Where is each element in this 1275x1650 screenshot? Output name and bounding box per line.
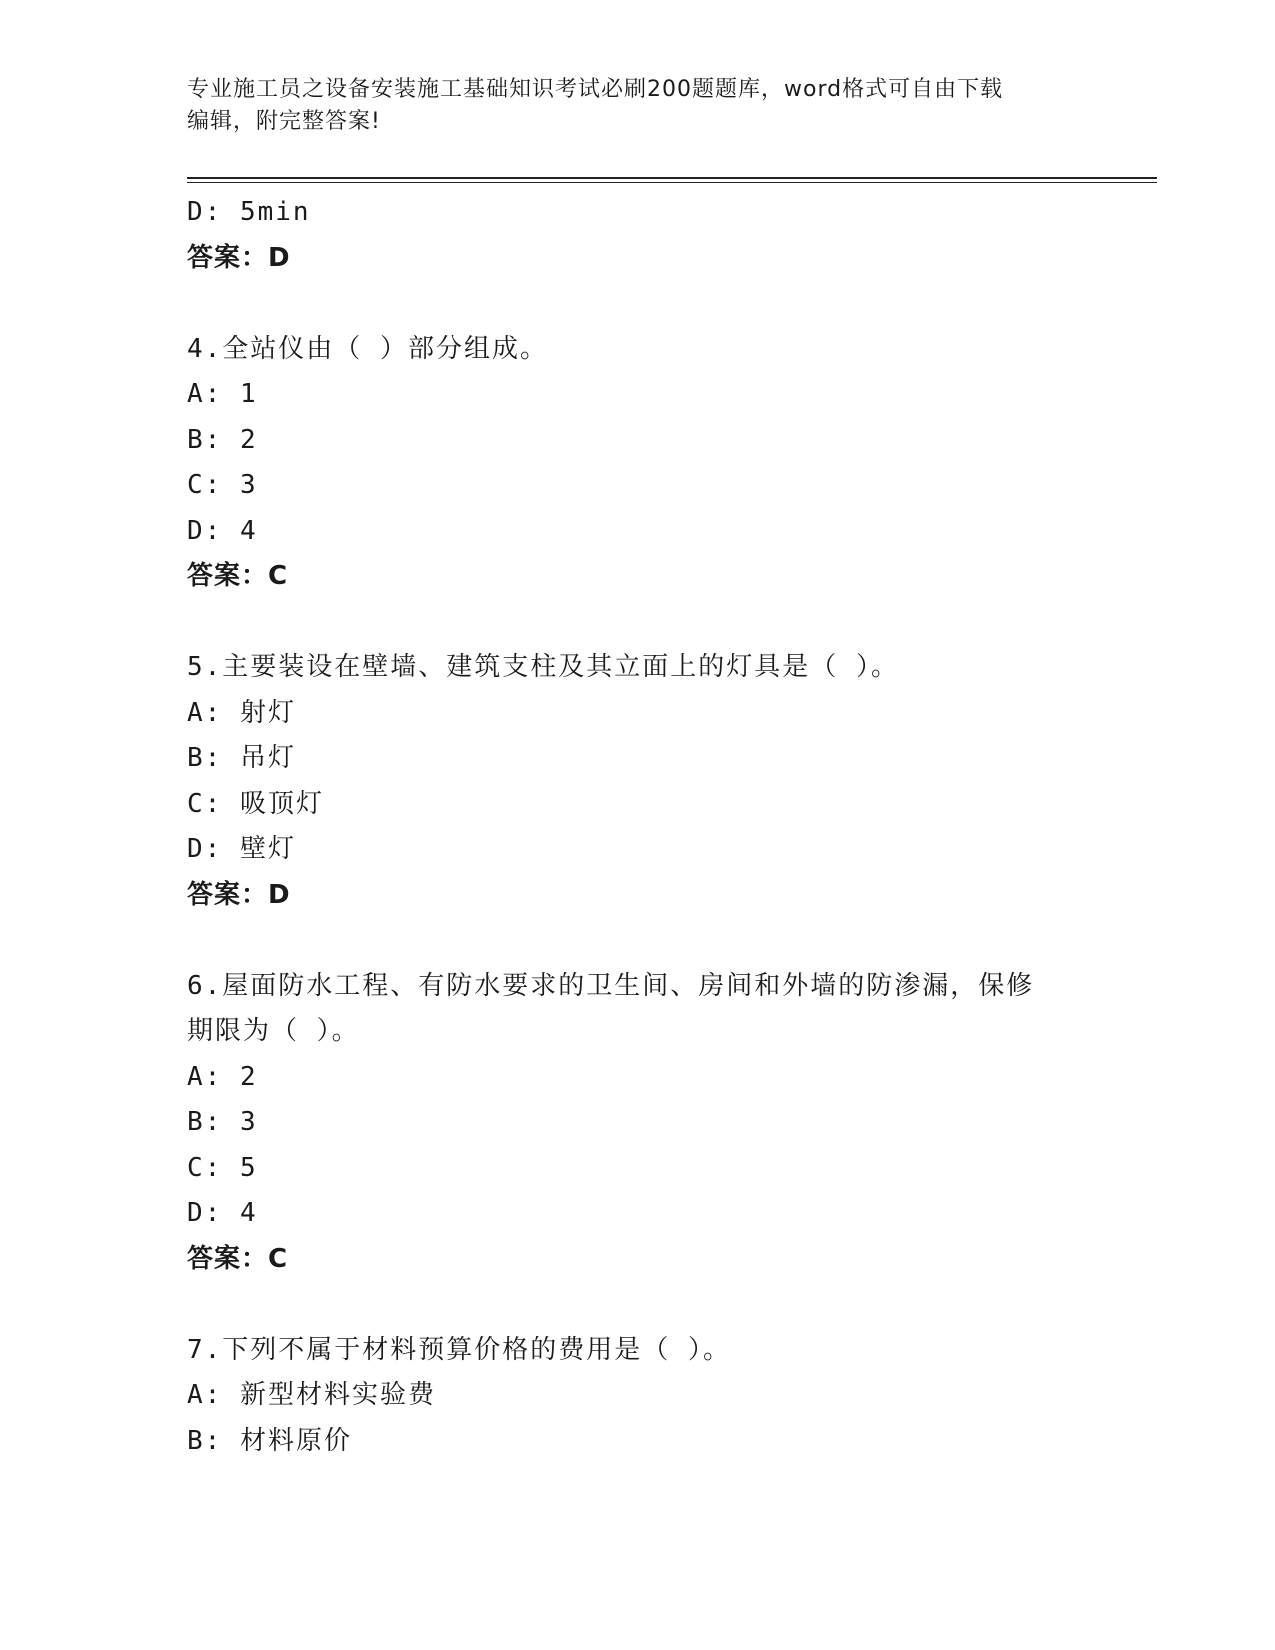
option-d: D: 壁灯 <box>187 834 296 864</box>
option-d: D: 5min <box>187 197 311 227</box>
question-list <box>187 190 1087 1464</box>
option-b: B: 吊灯 <box>187 743 296 773</box>
header-title-line1: 专业施工员之设备安装施工基础知识考试必刷200题题库，word格式可自由下载 <box>187 77 1004 102</box>
header-divider-thin <box>187 182 1157 183</box>
question-text: 4.全站仪由（ ）部分组成。 <box>187 333 548 364</box>
answer-line: 答案：C <box>187 561 289 591</box>
option-a: A: 新型材料实验费 <box>187 1380 436 1410</box>
page-header <box>187 74 1067 138</box>
question-block-5 <box>187 645 1087 918</box>
option-b: B: 材料原价 <box>187 1425 352 1456</box>
question-block-3-tail <box>187 190 1087 281</box>
option-b: B: 3 <box>187 1107 258 1137</box>
answer-line: 答案：D <box>187 879 291 910</box>
option-a: A: 射灯 <box>187 697 296 728</box>
question-text: 5.主要装设在壁墙、建筑支柱及其立面上的灯具是（ ）。 <box>187 652 899 682</box>
question-text-line2: 期限为（ ）。 <box>187 1016 360 1046</box>
option-a: A: 1 <box>187 379 258 409</box>
question-text-line1: 6.屋面防水工程、有防水要求的卫生间、房间和外墙的防渗漏，保修 <box>187 970 1035 1001</box>
option-b: B: 2 <box>187 424 258 455</box>
question-block-7 <box>187 1328 1087 1465</box>
answer-line: 答案：D <box>187 242 291 273</box>
spacer <box>187 600 1087 646</box>
option-c: C: 5 <box>187 1152 258 1183</box>
option-c: C: 吸顶灯 <box>187 788 324 819</box>
answer-line: 答案：C <box>187 1243 289 1274</box>
spacer <box>187 1282 1087 1328</box>
option-d: D: 4 <box>187 515 258 546</box>
option-d: D: 4 <box>187 1198 258 1228</box>
header-divider <box>187 177 1157 179</box>
header-title-line2: 编辑，附完整答案! <box>187 109 381 134</box>
question-block-4 <box>187 327 1087 600</box>
option-c: C: 3 <box>187 470 258 500</box>
spacer <box>187 918 1087 964</box>
spacer <box>187 281 1087 327</box>
question-block-6 <box>187 964 1087 1283</box>
question-text: 7.下列不属于材料预算价格的费用是（ ）。 <box>187 1334 731 1365</box>
option-a: A: 2 <box>187 1061 258 1092</box>
